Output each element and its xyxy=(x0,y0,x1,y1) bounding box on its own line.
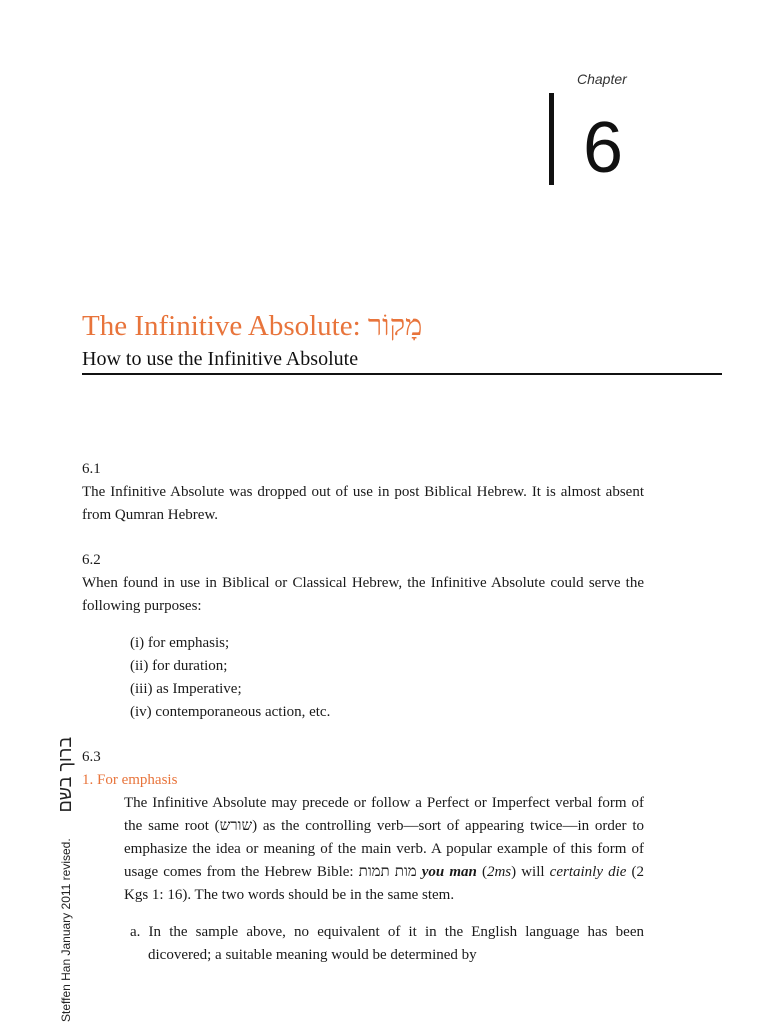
section-text: When found in use in Biblical or Classical Hebrew, the Infinitive Absolute could serve the following purposes: xyxy=(82,575,644,614)
sub-heading: 1. For emphasis xyxy=(82,772,178,788)
hebrew-word: שורש xyxy=(219,818,253,834)
spacer xyxy=(82,527,644,549)
section-number: 6.1 xyxy=(82,461,101,477)
list-item: (ii) for duration; xyxy=(130,658,228,674)
text-run: The Infinitive Absolute may precede or follow a Perfect or Imperfect verbal form of the same root ( xyxy=(124,795,644,834)
spacer xyxy=(82,724,644,746)
purpose-list xyxy=(82,632,644,724)
text-run: ) as the controlling verb—sort of appearing twice—in order to emphasize the idea or meaning of the main verb. A popular example of this form of usage comes from the Hebrew Bible: xyxy=(124,818,644,880)
title-rule xyxy=(82,373,722,375)
list-item: (iv) contemporaneous action, etc. xyxy=(130,704,331,720)
chapter-label: Chapter xyxy=(577,71,627,87)
text-run: (2 Kgs 1: 16). The two words should be in the same stem. xyxy=(124,864,644,903)
list-item: (i) for emphasis; xyxy=(130,635,230,651)
section-text xyxy=(124,792,644,907)
text-run: ) will xyxy=(511,864,550,880)
text-run: ( xyxy=(476,864,487,880)
example-person: 2ms xyxy=(486,864,512,880)
section-number: 6.2 xyxy=(82,552,101,568)
sidebar-note xyxy=(55,737,76,1022)
example-meaning: certainly die xyxy=(549,864,627,880)
sub-item: a. In the sample above, no equivalent of it in the English language has been dicovered; a suitable meaning would be determined by xyxy=(130,924,644,963)
sidebar-credit: Steffen Han January 2011 revised. xyxy=(58,838,73,1022)
page-subtitle: How to use the Infinitive Absolute xyxy=(82,348,359,370)
page-title: The Infinitive Absolute: מָקוֹר xyxy=(82,310,423,342)
example-gloss: you man xyxy=(421,864,477,880)
chapter-bar xyxy=(549,93,554,185)
section-text: The Infinitive Absolute was dropped out of use in post Biblical Hebrew. It is almost absent from Qumran Hebrew. xyxy=(82,484,644,523)
sidebar-hebrew: ברוך בשם xyxy=(55,736,75,813)
section-number: 6.3 xyxy=(82,749,101,765)
spacer xyxy=(82,907,644,921)
chapter-number: 6 xyxy=(583,108,624,188)
spacer xyxy=(82,618,644,632)
content xyxy=(82,458,644,967)
hebrew-word: מות תמות xyxy=(358,864,417,880)
list-item: (iii) as Imperative; xyxy=(130,681,242,697)
